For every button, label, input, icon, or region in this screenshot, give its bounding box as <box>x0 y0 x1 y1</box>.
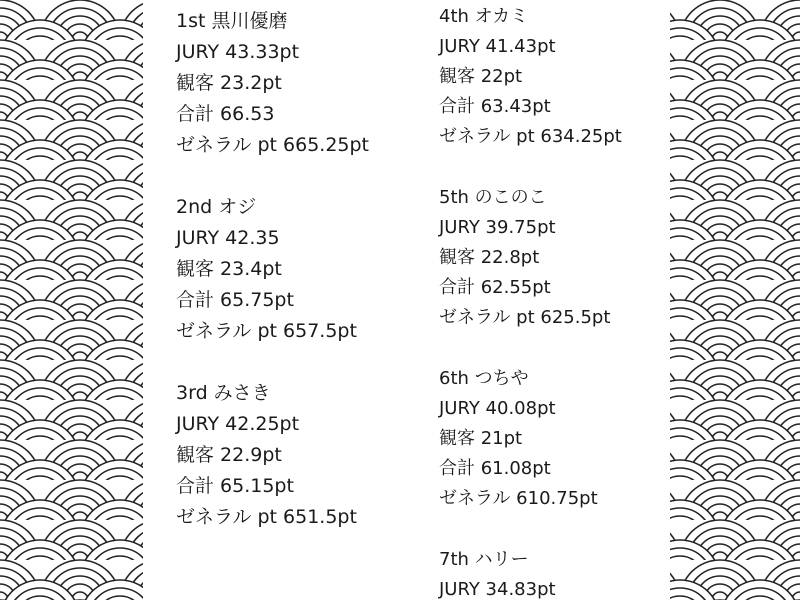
entry-heading: 5th のこのこ <box>439 187 547 208</box>
general-points: ゼネラル pt 657.5pt <box>176 320 357 342</box>
general-points: ゼネラル pt 665.25pt <box>176 134 370 156</box>
results-column-left <box>176 0 369 533</box>
total-score: 合計 63.43pt <box>439 96 551 117</box>
audience-score: 観客 23.2pt <box>176 72 282 94</box>
entry-heading: 2nd オジ <box>176 196 257 218</box>
jury-score: JURY 34.83pt <box>439 579 556 600</box>
result-entry-2nd <box>176 192 369 347</box>
jury-score: JURY 40.08pt <box>439 398 556 419</box>
jury-score: JURY 42.25pt <box>176 413 300 435</box>
total-score: 合計 65.15pt <box>176 475 294 497</box>
audience-score: 観客 22.9pt <box>176 444 282 466</box>
audience-score: 観客 22.8pt <box>439 247 540 268</box>
total-score: 合計 62.55pt <box>439 277 551 298</box>
total-score: 合計 61.08pt <box>439 458 551 479</box>
entry-heading: 1st 黒川優磨 <box>176 10 288 32</box>
audience-score: 観客 22pt <box>439 66 523 87</box>
result-entry-6th <box>439 364 622 514</box>
result-entry-1st <box>176 6 369 161</box>
result-entry-5th <box>439 183 622 333</box>
jury-score: JURY 39.75pt <box>439 217 556 238</box>
jury-score: JURY 43.33pt <box>176 41 300 63</box>
jury-score: JURY 42.35 <box>176 227 280 249</box>
entry-heading: 7th ハリー <box>439 549 529 570</box>
total-score: 合計 66.53 <box>176 103 275 125</box>
audience-score: 観客 23.4pt <box>176 258 282 280</box>
result-entry-7th <box>439 545 622 605</box>
total-score: 合計 65.75pt <box>176 289 294 311</box>
result-entry-3rd <box>176 378 369 533</box>
result-entry-4th <box>439 2 622 152</box>
entry-heading: 6th つちや <box>439 368 529 389</box>
general-points: ゼネラル pt 651.5pt <box>176 506 357 528</box>
general-points: ゼネラル pt 634.25pt <box>439 126 622 147</box>
general-points: ゼネラル pt 625.5pt <box>439 307 611 328</box>
audience-score: 観客 21pt <box>439 428 523 449</box>
results-column-right <box>439 0 622 605</box>
entry-heading: 4th オカミ <box>439 6 529 27</box>
general-points: ゼネラル 610.75pt <box>439 488 598 509</box>
entry-heading: 3rd みさき <box>176 382 271 404</box>
jury-score: JURY 41.43pt <box>439 36 556 57</box>
